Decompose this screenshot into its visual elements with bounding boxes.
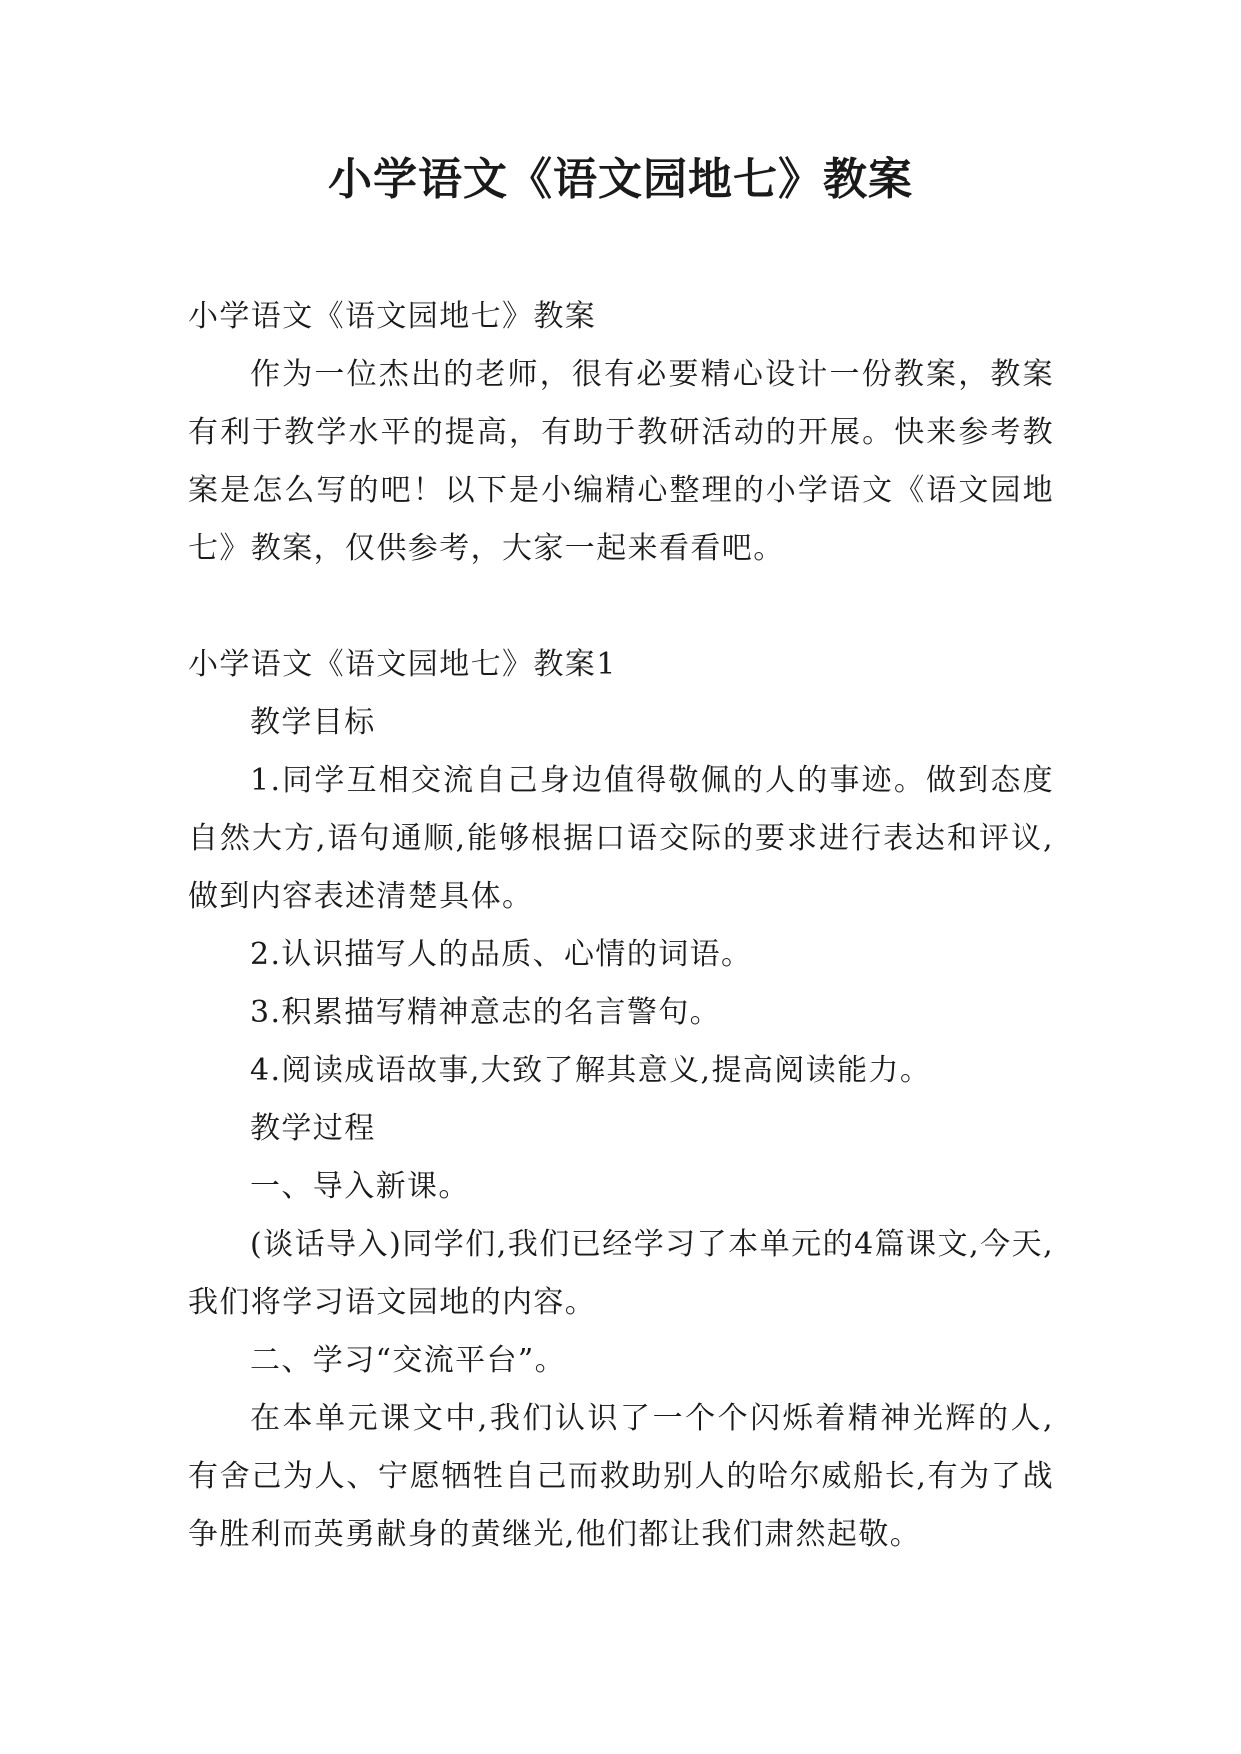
teaching-process-label: 教学过程 bbox=[250, 1111, 376, 1146]
section-heading: 小学语文《语文园地七》教案1 bbox=[188, 647, 617, 682]
step-2-text: 在本单元课文中,我们认识了一个个闪烁着精神光辉的人,有舍己为人、宁愿牺牲自己而救助别人的哈尔威船长,有为了战争胜利而英勇献身的黄继光,他们都让我们肃然起敬。 bbox=[188, 1401, 1054, 1552]
document-title: 小学语文《语文园地七》教案 bbox=[328, 154, 913, 205]
document-subtitle: 小学语文《语文园地七》教案 bbox=[188, 299, 597, 334]
goal-item-3: 3.积累描写精神意志的名言警句。 bbox=[250, 995, 722, 1030]
paragraph-spacer bbox=[188, 578, 1054, 636]
document-body bbox=[188, 288, 1054, 1564]
step-2-heading: 二、学习“交流平台”。 bbox=[250, 1343, 567, 1378]
teaching-goals-label: 教学目标 bbox=[250, 705, 376, 740]
step-1-heading: 一、导入新课。 bbox=[250, 1169, 470, 1204]
intro-paragraph: 作为一位杰出的老师，很有必要精心设计一份教案，教案有利于教学水平的提高，有助于教研活动的开展。快来参考教案是怎么写的吧！以下是小编精心整理的小学语文《语文园地七》教案，仅供参考，大家一起来看看吧。 bbox=[188, 357, 1054, 566]
step-1-text: (谈话导入)同学们,我们已经学习了本单元的4篇课文,今天,我们将学习语文园地的内容。 bbox=[188, 1227, 1054, 1320]
goal-item-2: 2.认识描写人的品质、心情的词语。 bbox=[250, 937, 753, 972]
goal-item-4: 4.阅读成语故事,大致了解其意义,提高阅读能力。 bbox=[250, 1053, 932, 1088]
goal-item-1: 1.同学互相交流自己身边值得敬佩的人的事迹。做到态度自然大方,语句通顺,能够根据口语交际的要求进行表达和评议,做到内容表述清楚具体。 bbox=[188, 763, 1054, 914]
